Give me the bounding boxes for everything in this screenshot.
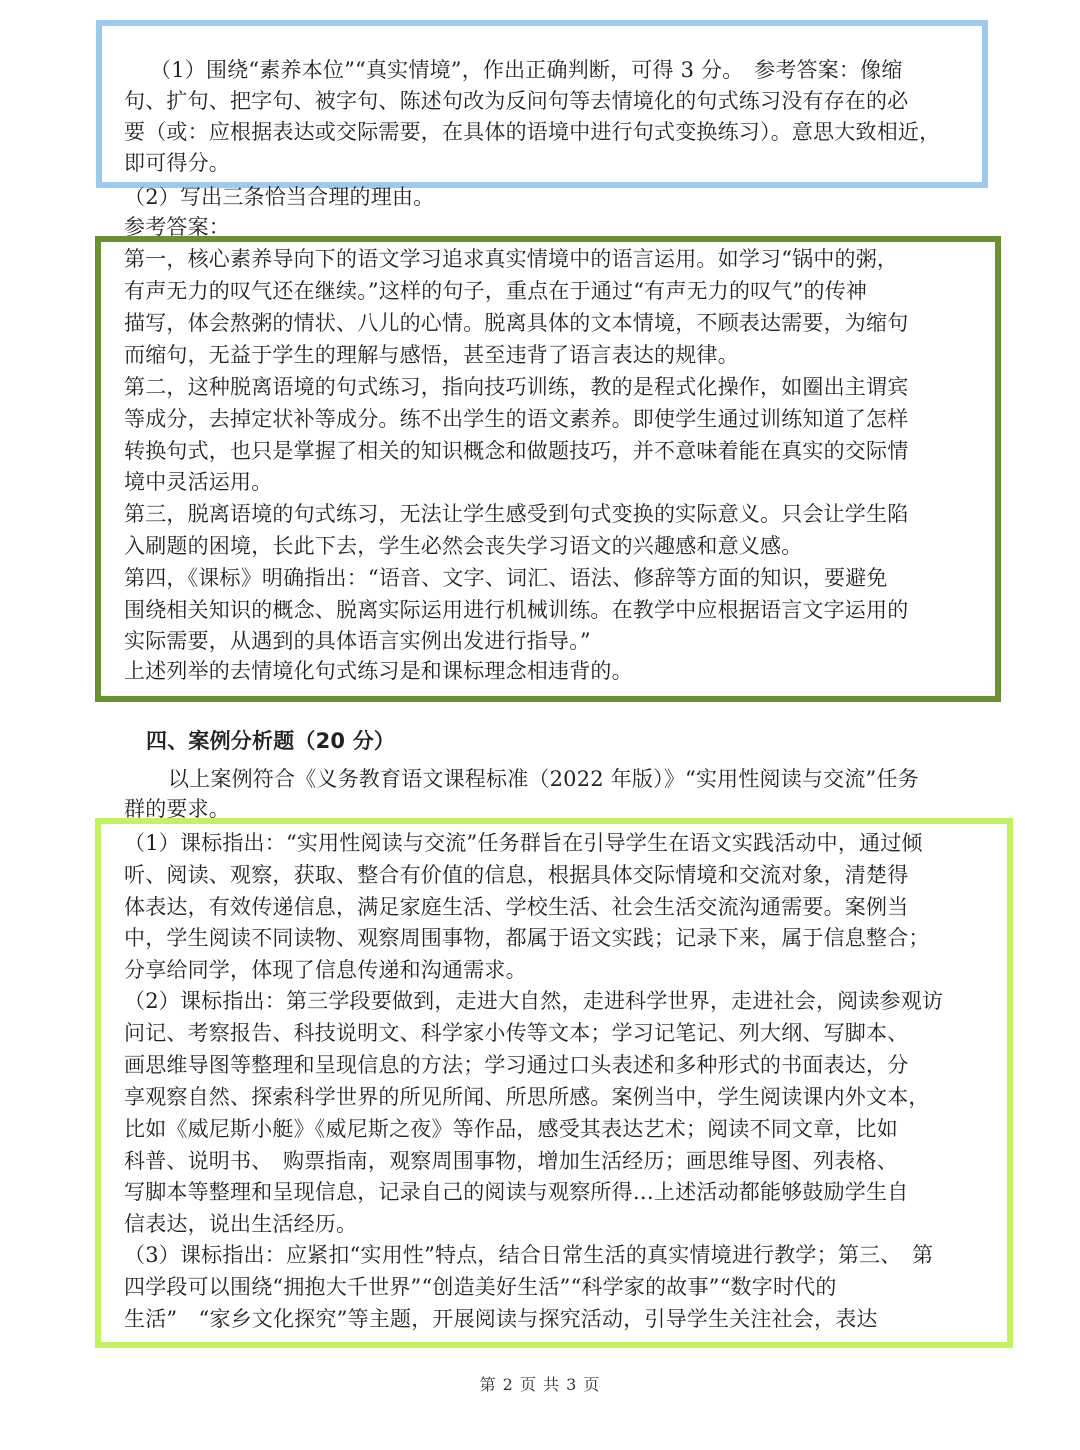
text-line: 而缩句，无益于学生的理解与感悟，甚至违背了语言表达的规律。: [124, 343, 739, 367]
text-line: 写脚本等整理和呈现信息，记录自己的阅读与观察所得…上述活动都能够鼓励学生自: [124, 1180, 909, 1204]
text-line: 描写，体会熬粥的情状、八儿的心情。脱离具体的文本情境，不顾表达需要，为缩句: [124, 311, 909, 335]
text-line: 体表达，有效传递信息，满足家庭生活、学校生活、社会生活交流沟通需要。案例当: [124, 895, 909, 919]
text-line: 转换句式，也只是掌握了相关的知识概念和做题技巧，并不意味着能在真实的交际情: [124, 439, 909, 463]
text-line: 画思维导图等整理和呈现信息的方法；学习通过口头表述和多种形式的书面表达，分: [124, 1053, 909, 1077]
text-line: 四学段可以围绕“拥抱大千世界”“创造美好生活”“科学家的故事”“数字时代的: [124, 1275, 837, 1299]
text-line: 以上案例符合《义务教育语文课程标准（2022 年版）》“实用性阅读与交流”任务: [168, 767, 919, 791]
text-line: （1）围绕“素养本位”“真实情境”，作出正确判断，可得 3 分。 参考答案：像缩: [150, 58, 903, 82]
text-line: 生活” “家乡文化探究”等主题，开展阅读与探究活动，引导学生关注社会，表达: [124, 1307, 878, 1331]
text-line: 有声无力的叹气还在继续。”这样的句子，重点在于通过“有声无力的叹气”的传神: [124, 279, 868, 303]
page-number: 第 2 页 共 3 页: [479, 1375, 601, 1394]
text-line: 问记、考察报告、科技说明文、科学家小传等文本；学习记笔记、列大纲、写脚本、: [124, 1021, 909, 1045]
text-line: 享观察自然、探索科学世界的所见所闻、所思所感。案例当中，学生阅读课内外文本，: [124, 1085, 930, 1109]
text-line: 境中灵活运用。: [124, 470, 273, 494]
text-line: （3）课标指出：应紧扣“实用性”特点，结合日常生活的真实情境进行教学；第三、 第: [124, 1243, 934, 1267]
text-line: （1）课标指出：“实用性阅读与交流”任务群旨在引导学生在语文实践活动中，通过倾: [124, 831, 923, 855]
text-line: 上述列举的去情境化句式练习是和课标理念相违背的。: [124, 659, 633, 683]
text-line: 中，学生阅读不同读物、观察周围事物，都属于语文实践；记录下来，属于信息整合；: [124, 926, 930, 950]
text-line: 围绕相关知识的概念、脱离实际运用进行机械训练。在教学中应根据语言文字运用的: [124, 598, 909, 622]
text-line: 信表达，说出生活经历。: [124, 1212, 358, 1236]
text-line: 要（或：应根据表达或交际需要，在具体的语境中进行句式变换练习）。意思大致相近，: [124, 120, 941, 144]
text-line: 比如《威尼斯小艇》《威尼斯之夜》等作品，感受其表达艺术；阅读不同文章，比如: [124, 1117, 898, 1141]
text-line: 实际需要，从遇到的具体语言实例出发进行指导。”: [124, 629, 591, 653]
text-line: 第三，脱离语境的句式练习，无法让学生感受到句式变换的实际意义。只会让学生陷: [124, 502, 909, 526]
text-line: 科普、说明书、 购票指南，观察周围事物，增加生活经历；画思维导图、列表格、: [124, 1149, 898, 1173]
text-line: 入刷题的困境，长此下去，学生必然会丧失学习语文的兴趣感和意义感。: [124, 534, 803, 558]
text-line: 等成分，去掉定状补等成分。练不出学生的语文素养。即使学生通过训练知道了怎样: [124, 407, 909, 431]
text-line: 第四，《课标》明确指出：“语音、文字、词汇、语法、修辞等方面的知识，要避免: [124, 566, 888, 590]
text-line: 即可得分。: [124, 151, 230, 175]
text-line: 听、阅读、观察，获取、整合有价值的信息，根据具体交际情境和交流对象，清楚得: [124, 863, 909, 887]
text-line: 分享给同学，体现了信息传递和沟通需求。: [124, 958, 527, 982]
text-line: 参考答案：: [124, 215, 230, 239]
text-line: （2）课标指出：第三学段要做到，走进大自然，走进科学世界，走进社会，阅读参观访: [124, 989, 944, 1013]
section-heading: 四、案例分析题（20 分）: [146, 729, 396, 753]
text-line: 群的要求。: [124, 797, 230, 821]
text-line: 第二，这种脱离语境的句式练习，指向技巧训练，教的是程式化操作，如圈出主谓宾: [124, 375, 909, 399]
text-line: 第一，核心素养导向下的语文学习追求真实情境中的语言运用。如学习“锅中的粥，: [124, 247, 899, 271]
text-line: 句、扩句、把字句、被字句、陈述句改为反问句等去情境化的句式练习没有存在的必: [124, 89, 909, 113]
text-line: （2）写出三条恰当合理的理由。: [124, 185, 435, 209]
